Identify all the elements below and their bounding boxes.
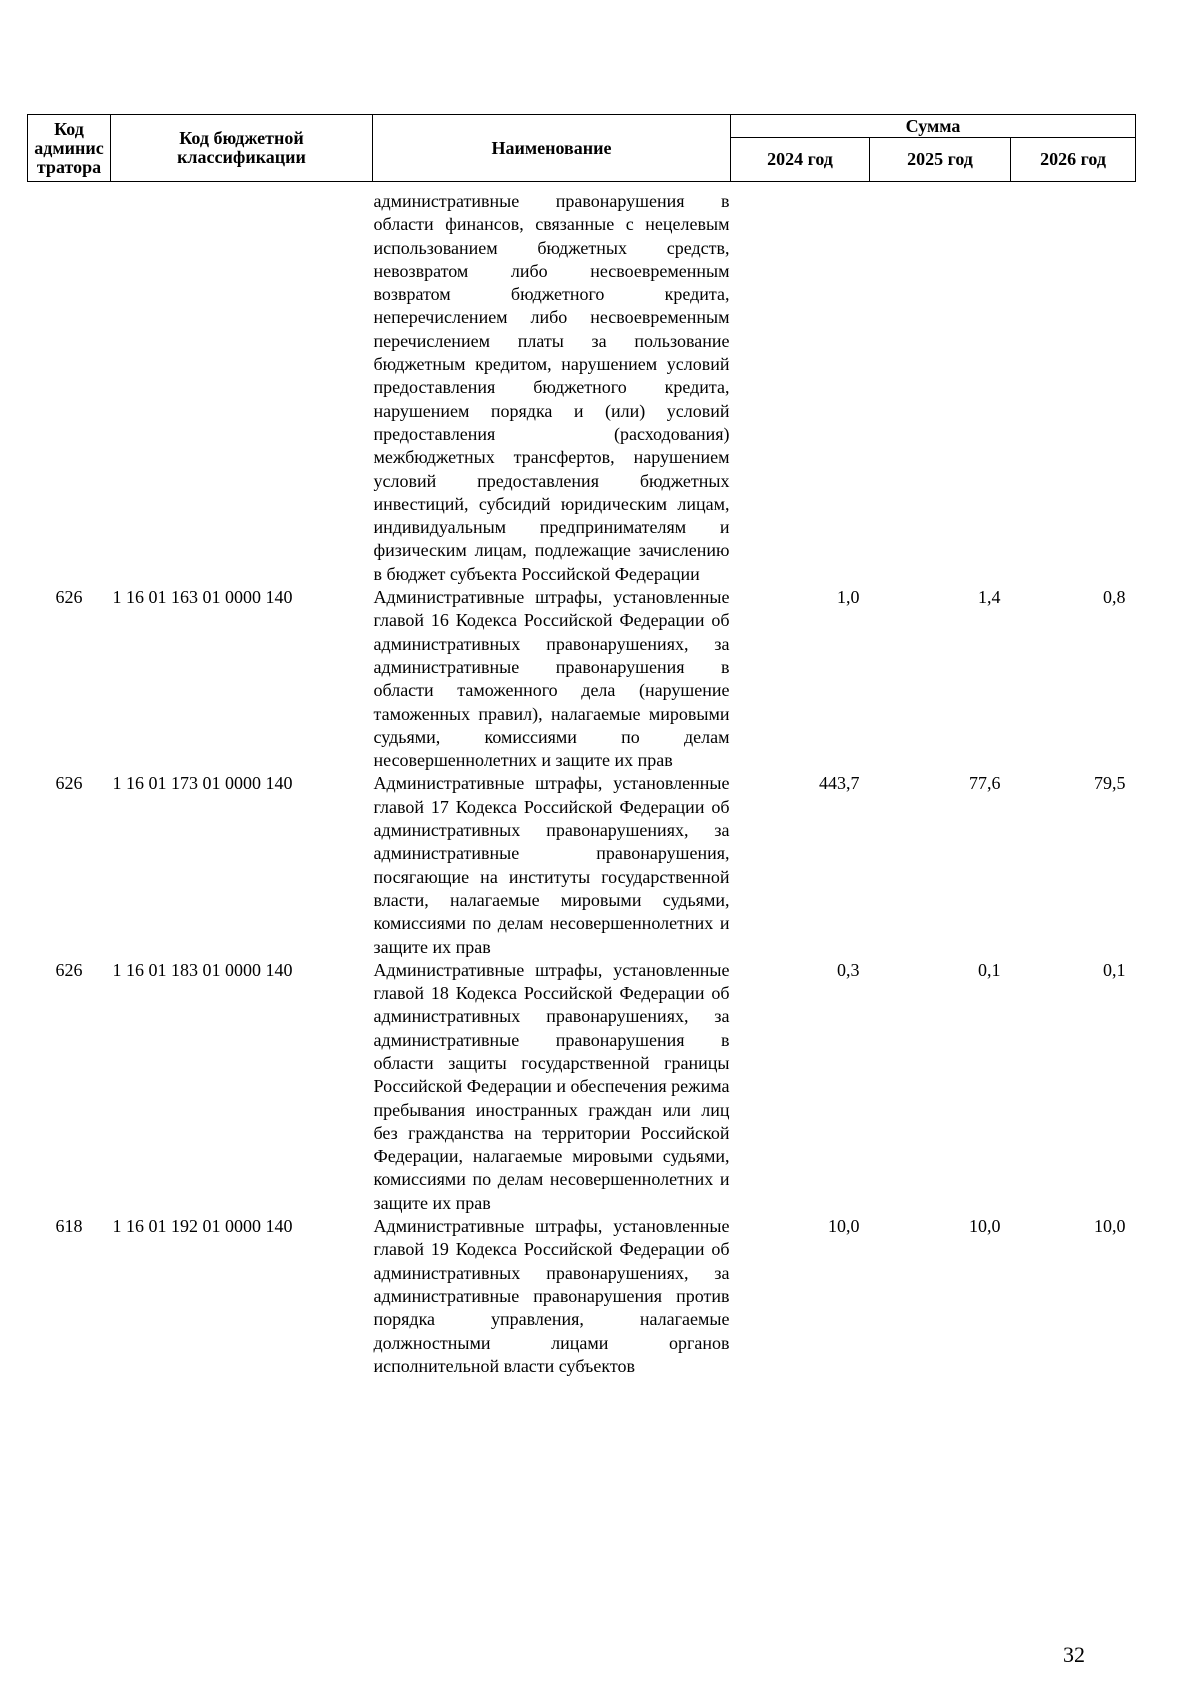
header-name: Наименование [373, 115, 731, 182]
row-sum-2024: 10,0 [828, 1216, 860, 1237]
row-sum-2025: 0,1 [978, 959, 1001, 980]
row-kbk: 1 16 01 173 01 0000 140 [112, 773, 293, 794]
table-header [28, 115, 1136, 182]
table-row [28, 1215, 1136, 1378]
table-row-continuation [28, 182, 1136, 587]
row-sum-2026: 0,8 [1103, 587, 1126, 608]
row-sum-2024: 443,7 [819, 773, 860, 794]
row-name: административные правонарушения в области финансов, связанные с нецелевым использованием бюджетных средств, невозвратом либо несвоевременным возвратом бюджетного кредита, неперечислением либо несвоевременным перечислением платы за пользование бюджетным кредитом, нарушением условий предоставления бюджетного кредита, нарушением порядка и (или) условий предоставления (расходования) межбюджетных трансфертов, нарушением условий предоставления бюджетных инвестиций, субсидий юридическим лицам, индивидуальным предпринимателям и физическим лицам, подлежащие зачислению в бюджет субъекта Российской Федерации [373, 191, 730, 584]
header-sum: Сумма [731, 115, 1136, 138]
row-kbk: 1 16 01 183 01 0000 140 [112, 959, 293, 980]
row-sum-2026: 79,5 [1094, 773, 1126, 794]
page-number: 32 [1063, 1642, 1085, 1667]
row-name: Административные штрафы, установленные главой 17 Кодекса Российской Федерации об административных правонарушениях, за административные правонарушения, посягающие на институты государственной власти, налагаемые мировыми судьями, комиссиями по делам несовершеннолетних и защите их прав [373, 773, 730, 957]
row-name: Административные штрафы, установленные главой 19 Кодекса Российской Федерации об административных правонарушениях, за административные правонарушения против порядка управления, налагаемые должностными лицами органов исполнительной власти субъектов [373, 1216, 730, 1376]
header-year-2024: 2024 год [731, 138, 870, 182]
row-sum-2026: 10,0 [1094, 1216, 1126, 1237]
row-sum-2025: 77,6 [969, 773, 1001, 794]
header-kbk: Код бюджетной классификации [111, 115, 373, 182]
row-name: Административные штрафы, установленные главой 16 Кодекса Российской Федерации об административных правонарушениях, за административные правонарушения в области таможенного дела (нарушение таможенных правил), налагаемые мировыми судьями, комиссиями по делам несовершеннолетних и защите их прав [373, 587, 730, 771]
row-admin-code: 626 [55, 773, 83, 794]
row-sum-2026: 0,1 [1103, 959, 1126, 980]
budget-table [27, 114, 1136, 1378]
row-sum-2025: 1,4 [978, 587, 1001, 608]
row-kbk: 1 16 01 192 01 0000 140 [112, 1216, 293, 1237]
table-row [28, 959, 1136, 1215]
row-sum-2024: 0,3 [837, 959, 860, 980]
row-admin-code: 626 [55, 959, 83, 980]
row-name: Административные штрафы, установленные главой 18 Кодекса Российской Федерации об административных правонарушениях, за административные правонарушения в области защиты государственной границы Российской Федерации и обеспечения режима пребывания иностранных граждан или лиц без гражданства на территории Российской Федерации, налагаемые мировыми судьями, комиссиями по делам несовершеннолетних и защите их прав [373, 959, 730, 1213]
row-kbk: 1 16 01 163 01 0000 140 [112, 587, 293, 608]
row-sum-2024: 1,0 [837, 587, 860, 608]
header-year-2025: 2025 год [870, 138, 1011, 182]
row-admin-code: 626 [55, 587, 83, 608]
table-row [28, 772, 1136, 958]
header-year-2026: 2026 год [1011, 138, 1136, 182]
header-admin-code: Код админис тратора [28, 115, 111, 182]
row-sum-2025: 10,0 [969, 1216, 1001, 1237]
table-row [28, 586, 1136, 772]
row-admin-code: 618 [55, 1216, 83, 1237]
